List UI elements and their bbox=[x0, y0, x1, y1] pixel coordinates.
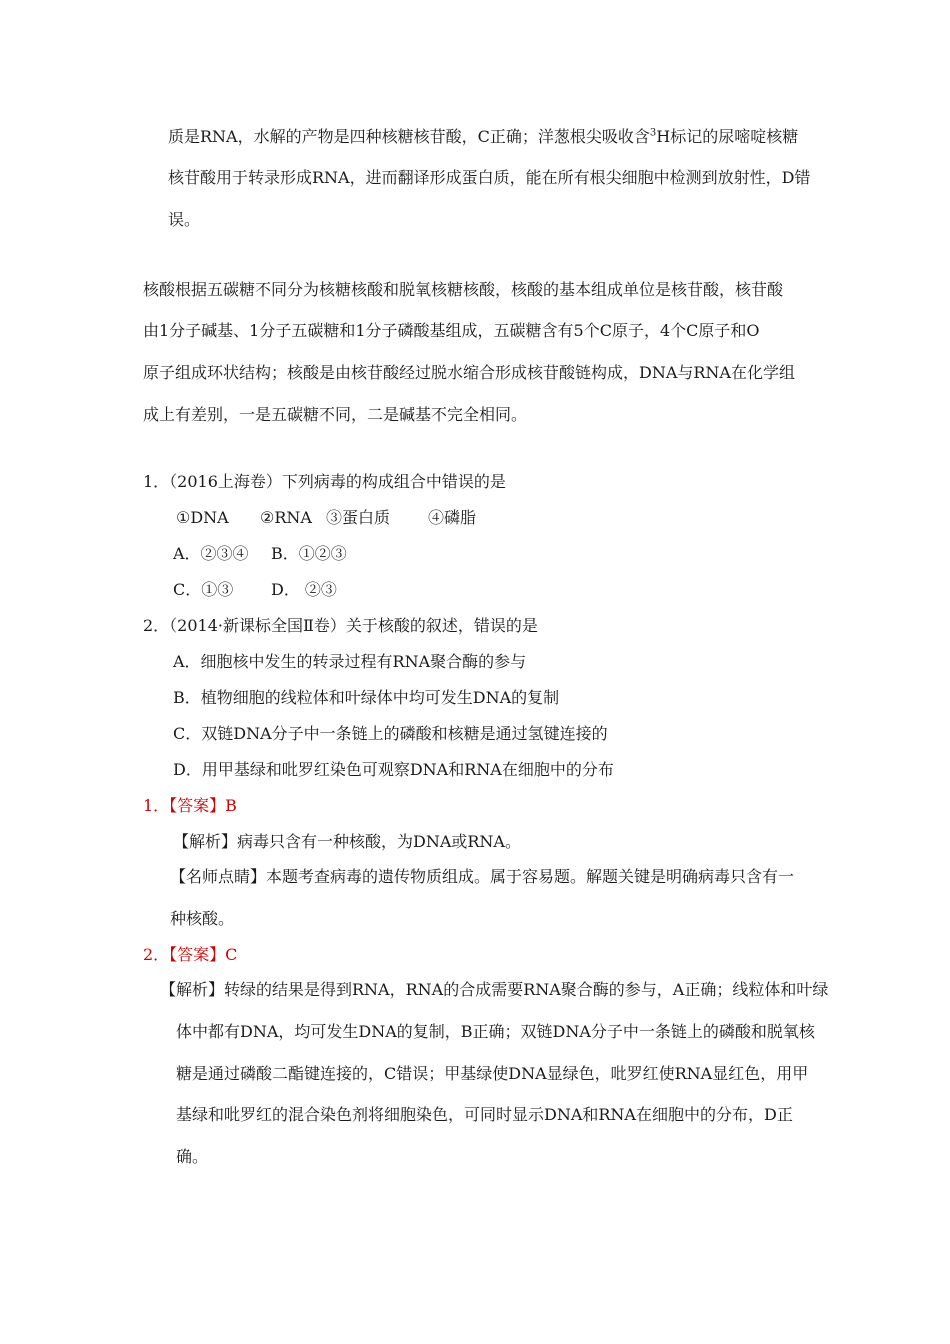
summary-line-4: 成上有差别，一是五碳糖不同，二是碱基不完全相同。 bbox=[143, 405, 528, 424]
question1-component-1: ①DNA bbox=[176, 508, 229, 527]
intro-line-1 bbox=[168, 126, 798, 148]
answer2-analysis-line-3: 糖是通过磷酸二酯键连接的，C错误；甲基绿使DNA显绿色，吡罗红使RNA显红色，用甲 bbox=[176, 1064, 809, 1083]
intro-line-1-text: 质是RNA，水解的产物是四种核糖核苷酸，C正确；洋葱根尖吸收含 bbox=[168, 127, 650, 146]
question1-component-2: ②RNA bbox=[260, 508, 312, 527]
superscript-3: 3 bbox=[649, 127, 657, 139]
summary-line-2: 由1分子碱基、1分子五碳糖和1分子磷酸基组成，五碳糖含有5个C原子，4个C原子和O bbox=[143, 321, 760, 340]
question1-component-4: ④磷脂 bbox=[428, 508, 477, 527]
question1-component-3: ③蛋白质 bbox=[326, 508, 391, 527]
question1-option-d: D． ②③ bbox=[271, 580, 337, 599]
answer2-analysis-line-4: 基绿和吡罗红的混合染色剂将细胞染色，可同时显示DNA和RNA在细胞中的分布，D正 bbox=[176, 1105, 793, 1124]
question1-option-a: A．②③④ bbox=[173, 544, 249, 563]
intro-line-1-tail: H标记的尿嘧啶核糖 bbox=[656, 127, 799, 146]
answer1-teacher-note-line-1: 【名师点睛】本题考查病毒的遗传物质组成。属于容易题。解题关键是明确病毒只含有一 bbox=[170, 867, 795, 886]
summary-line-1: 核酸根据五碳糖不同分为核糖核酸和脱氧核糖核酸，核酸的基本组成单位是核苷酸，核苷酸 bbox=[143, 280, 784, 299]
answer2-analysis-line-5: 确。 bbox=[176, 1147, 209, 1166]
question2-option-d: D．用甲基绿和吡罗红染色可观察DNA和RNA在细胞中的分布 bbox=[173, 760, 614, 779]
answer2-analysis-line-1: 【解析】转绿的结果是得到RNA，RNA的合成需要RNA聚合酶的参与，A正确；线粒体和叶绿 bbox=[160, 980, 829, 999]
intro-line-3: 误。 bbox=[168, 210, 201, 229]
summary-line-3: 原子组成环状结构；核酸是由核苷酸经过脱水缩合形成核苷酸链构成，DNA与RNA在化学组 bbox=[143, 363, 795, 382]
question2-option-a: A．细胞核中发生的转录过程有RNA聚合酶的参与 bbox=[173, 652, 527, 671]
question2-stem: 2．（2014·新课标全国Ⅱ卷）关于核酸的叙述，错误的是 bbox=[143, 616, 538, 635]
question1-option-c: C．①③ bbox=[173, 580, 234, 599]
answer2-analysis-line-2: 体中都有DNA，均可发生DNA的复制，B正确；双链DNA分子中一条链上的磷酸和脱氧核 bbox=[176, 1022, 815, 1041]
question1-stem: 1．（2016上海卷）下列病毒的构成组合中错误的是 bbox=[143, 472, 506, 491]
question1-option-b: B．①②③ bbox=[271, 544, 347, 563]
question2-option-b: B．植物细胞的线粒体和叶绿体中均可发生DNA的复制 bbox=[173, 688, 560, 707]
question2-option-c: C．双链DNA分子中一条链上的磷酸和核糖是通过氢键连接的 bbox=[173, 724, 608, 743]
intro-line-2: 核苷酸用于转录形成RNA，进而翻译形成蛋白质，能在所有根尖细胞中检测到放射性，D错 bbox=[168, 168, 811, 187]
answer1-teacher-note-line-2: 种核酸。 bbox=[170, 909, 235, 928]
answer1-analysis: 【解析】病毒只含有一种核酸，为DNA或RNA。 bbox=[173, 832, 521, 851]
answer2-heading: 2．【答案】C bbox=[143, 945, 238, 964]
answer1-heading: 1．【答案】B bbox=[143, 796, 237, 815]
